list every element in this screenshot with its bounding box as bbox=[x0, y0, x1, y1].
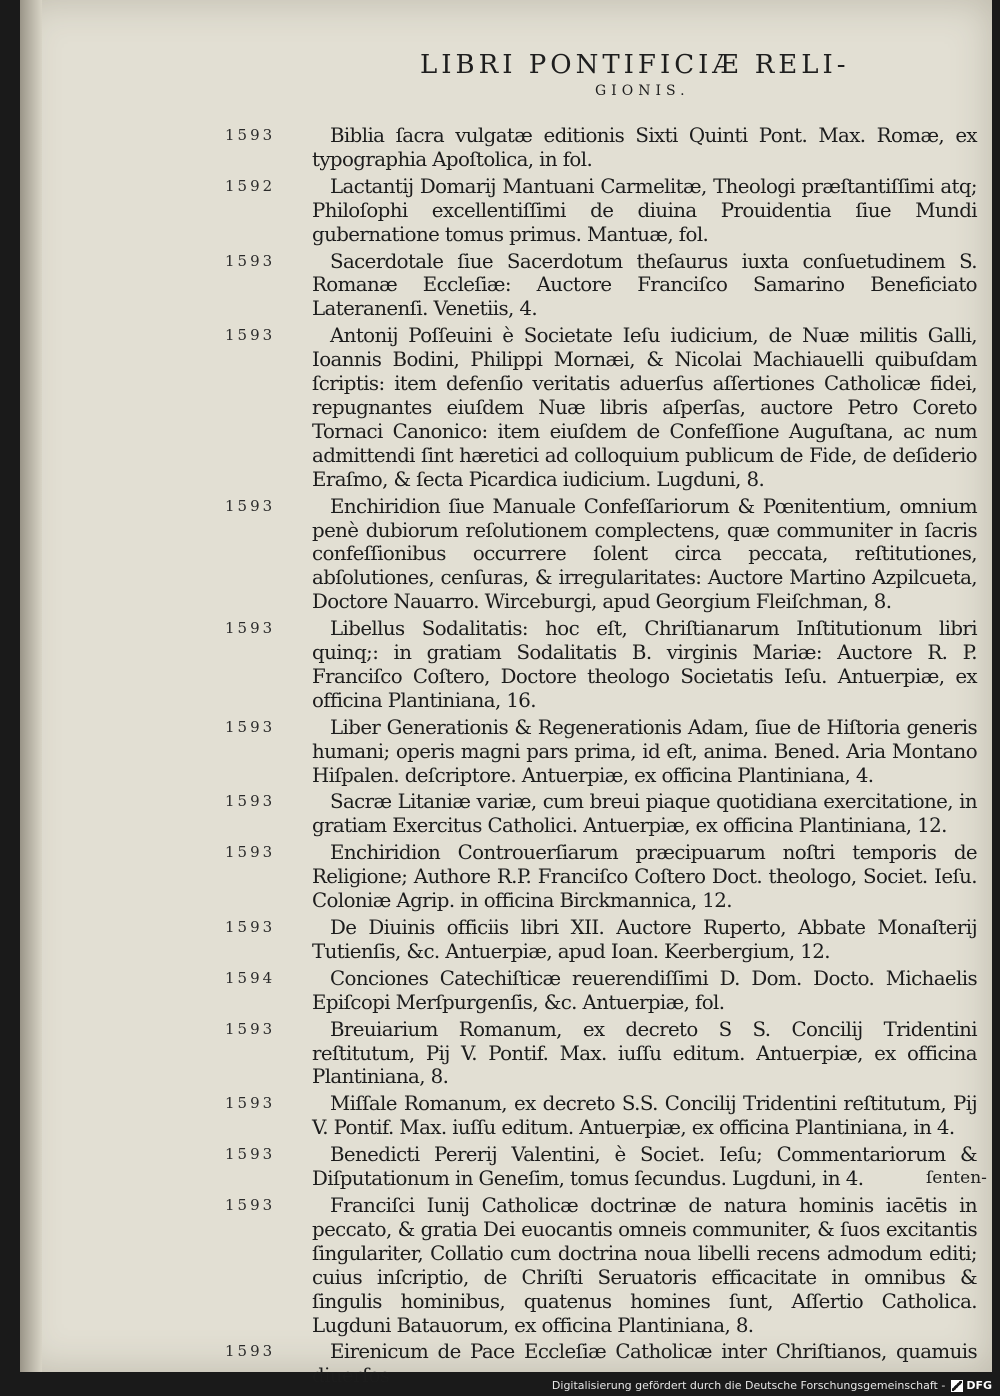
book-entry bbox=[20, 841, 992, 913]
entry-year: 1593 bbox=[225, 1195, 276, 1214]
entry-text: Lactantij Domarij Mantuani Carmelitæ, Theologi præſtantiſſimi atq; Philoſophi excellentiſſimi de diuina Prouidentia ſiue Mundi gubernatione tomus primus. Mantuæ, fol. bbox=[312, 174, 977, 246]
entry-text: Benedicti Pererij Valentini, è Societ. Ieſu; Commentariorum & Diſputationum in Geneſim, tomus ſecundus. Lugduni, in 4. bbox=[312, 1143, 977, 1191]
book-entry bbox=[20, 617, 992, 713]
entry-year: 1593 bbox=[225, 326, 276, 345]
entry-text: Miſſale Romanum, ex decreto S.S. Concilij Tridentini reſtitutum, Pij V. Pontif. Max. iuſſu editum. Antuerpiæ, ex officina Plantiniana, in 4. bbox=[312, 1092, 977, 1140]
entry-text: Liber Generationis & Regenerationis Adam, ſiue de Hiſtoria generis humani; operis magni pars prima, id eſt, anima. Bened. Aria Montano Hiſpalen. deſcriptore. Antuerpiæ, ex officina Plantiniana, 4. bbox=[312, 715, 977, 787]
credit-text: Digitalisierung gefördert durch die Deutsche Forschungsgemeinschaft - bbox=[551, 1379, 946, 1392]
entry-year: 1593 bbox=[225, 1094, 276, 1113]
entry-text: Enchiridion ſiue Manuale Confeſſariorum & Pœnitentium, omnium penè dubiorum reſolutionem complectens, quæ communiter in ſacris confeſſionibus occurrere ſolent circa peccata, reſtitutiones, abſolutiones, cenſuras, & irregularitates: Auctore Martino Azpilcueta, Doctore Nauarro. Wirceburgi, apud Georgium Fleiſchman, 8. bbox=[312, 494, 977, 614]
book-entry bbox=[20, 916, 992, 964]
catchword: ſenten- bbox=[926, 1168, 987, 1188]
book-entry bbox=[20, 1092, 992, 1140]
entry-year: 1593 bbox=[225, 1019, 276, 1038]
entry-text: Enchiridion Controuerſiarum præcipuarum noſtri temporis de Religione; Authore R.P. Franciſco Coſtero Doct. theologo, Societ. Ieſu. Coloniæ Agrip. in officina Birckmannica, 12. bbox=[312, 841, 977, 913]
book-entry bbox=[20, 250, 992, 322]
entry-text: Antonij Poſſeuini è Societate Ieſu iudicium, de Nuæ militis Galli, Ioannis Bodini, Philippi Mornæi, & Nicolai Machiauelli quibuſdam ſcriptis: item defenſio veritatis aduerſus aſſertiones Catholicæ fidei, repugnantes eiuſdem Nuæ libris aſperſas, auctore Petro Coreto Tornaci Canonico: item eiuſdem de Confeſſione Auguſtana, ac num admittendi ſint hæretici ad colloquium publicum de Fide, de deſiderio Eraſmo, & ſecta Picardica iudicium. Lugduni, 8. bbox=[312, 324, 977, 491]
entry-year: 1593 bbox=[225, 792, 276, 811]
entry-year: 1593 bbox=[225, 1145, 276, 1164]
running-header-continued: GIONIS. bbox=[595, 83, 690, 99]
entry-year: 1593 bbox=[225, 843, 276, 862]
book-entry bbox=[20, 790, 992, 838]
book-entry bbox=[20, 1194, 992, 1337]
book-entry bbox=[20, 124, 992, 172]
book-entry bbox=[20, 495, 992, 615]
book-entry bbox=[20, 1143, 992, 1191]
entry-year: 1593 bbox=[225, 717, 276, 736]
entry-text: Conciones Catechiſticæ reuerendiſſimi D. Dom. Docto. Michaelis Epiſcopi Merſpurgenſis, &c. Antuerpiæ, fol. bbox=[312, 966, 977, 1014]
running-header: LIBRI PONTIFICIÆ RELI- bbox=[420, 50, 850, 80]
entry-year: 1593 bbox=[225, 1342, 276, 1361]
dfg-logo bbox=[951, 1379, 992, 1392]
entry-text: De Diuinis officiis libri XII. Auctore Ruperto, Abbate Monaſterij Tutienſis, &c. Antuerpiæ, apud Ioan. Keerbergium, 12. bbox=[312, 916, 977, 963]
entry-text: Sacerdotale ſiue Sacerdotum theſaurus iuxta conſuetudinem S. Romanæ Eccleſiæ: Auctore Franciſco Samarino Beneficiato Lateranenſi. Venetiis, 4. bbox=[312, 249, 977, 321]
book-entry bbox=[20, 967, 992, 1015]
entry-year: 1593 bbox=[225, 251, 276, 270]
book-entry bbox=[20, 324, 992, 491]
book-entry bbox=[20, 175, 992, 247]
entry-year: 1593 bbox=[225, 126, 276, 144]
entry-text: Breuiarium Romanum, ex decreto S S. Concilij Tridentini reſtitutum, Pij V. Pontif. Max. iuſſu editum. Antuerpiæ, ex officina Plantiniana, 8. bbox=[312, 1017, 977, 1089]
entry-year: 1594 bbox=[225, 968, 276, 987]
entry-text: Sacræ Litaniæ variæ, cum breui piaque quotidiana exercitatione, in gratiam Exercitus Catholici. Antuerpiæ, ex officina Plantiniana, 12. bbox=[312, 790, 977, 838]
entry-year: 1593 bbox=[225, 619, 276, 638]
book-entry bbox=[20, 716, 992, 788]
entry-text: Biblia ſacra vulgatæ editionis Sixti Quinti Pont. Max. Romæ, ex typographia Apoſtolica, in fol. bbox=[312, 124, 977, 171]
entry-text: Libellus Sodalitatis: hoc eſt, Chriſtianarum Inſtitutionum libri quinq;: in gratiam Sodalitatis B. virginis Mariæ: Auctore R. P. Franciſco Coſtero, Doctore theologo Societatis Ieſu. Antuerpiæ, ex officina Plantiniana, 16. bbox=[312, 617, 977, 712]
digitization-credit bbox=[552, 1379, 992, 1392]
book-entry bbox=[20, 1018, 992, 1090]
entry-year: 1593 bbox=[225, 918, 276, 936]
entry-text: Franciſci Iunij Catholicæ doctrinæ de natura hominis iacētis in peccato, & gratia Dei euocantis omneis communiter, & ſuos excitantis ſingulariter, Collatio cum doctrina noua libelli recens admodum editi; cuius inſcriptio, de Chriſti Seruatoris efficacitate in omnibus & ſingulis hominibus, quatenus homines ſunt, Aſſertio Catholica. Lugduni Batauorum, ex officina Plantiniana, 8. bbox=[312, 1193, 977, 1337]
entry-year: 1593 bbox=[225, 496, 276, 515]
dfg-logo-text: DFG bbox=[966, 1379, 992, 1392]
entry-year: 1592 bbox=[225, 176, 276, 195]
book-list bbox=[20, 124, 992, 1391]
entry-text: Eirenicum de Pace Eccleſiæ Catholicæ inter Chriſtianos, quamuis diuerſos bbox=[312, 1340, 977, 1388]
dfg-mark-icon bbox=[951, 1380, 963, 1392]
